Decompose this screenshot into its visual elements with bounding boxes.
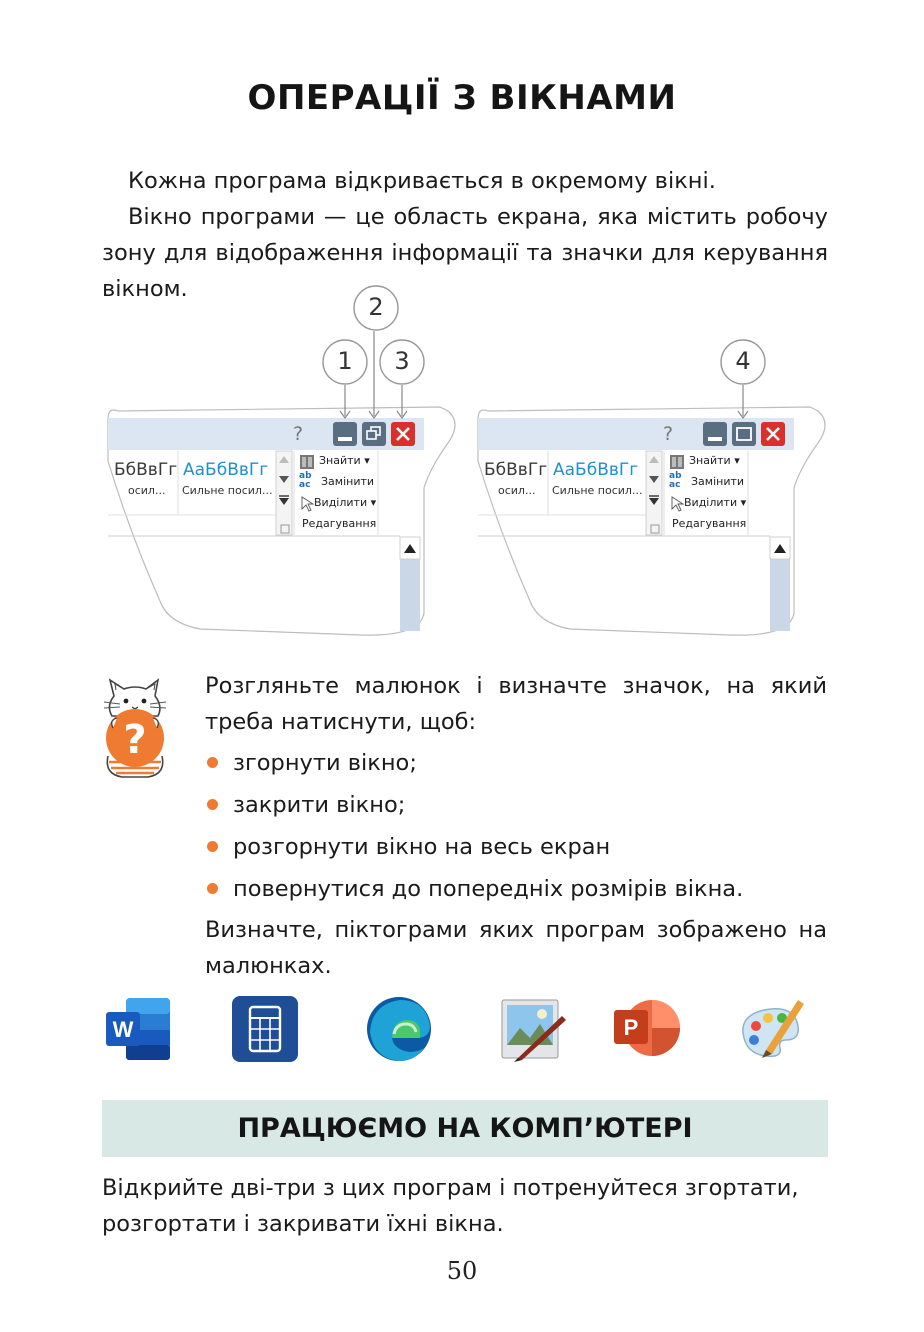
intro-paragraph: Кожна програма відкривається в окремому вікні. bbox=[128, 168, 716, 194]
svg-text:P: P bbox=[623, 1015, 639, 1040]
section-title: ПРАЦЮЄМО НА КОМП’ЮТЕРІ bbox=[237, 1113, 693, 1144]
window-controls-illustration bbox=[0, 283, 924, 653]
normal-style-sample: БбВвГг bbox=[114, 460, 178, 480]
practice-paragraph: Відкрийте дві-три з цих програм і потренуйтеся згортати, розгортати і закривати їхні вікна. bbox=[102, 1175, 799, 1237]
svg-text:W: W bbox=[112, 1017, 134, 1042]
strong-style-sample: АаБбВвГг bbox=[553, 460, 639, 480]
help-icon: ? bbox=[293, 423, 304, 445]
help-icon: ? bbox=[663, 423, 674, 445]
normal-style-label: осил... bbox=[498, 484, 536, 497]
list-item: розгорнути вікно на весь екран bbox=[205, 829, 827, 871]
callout-4: 4 bbox=[735, 347, 751, 375]
normal-style-label: осил... bbox=[128, 484, 166, 497]
task-question: Визначте, піктограми яких програм зображено на малюнках. bbox=[205, 917, 827, 979]
image-viewer-icon bbox=[498, 994, 568, 1064]
callout-1: 1 bbox=[337, 347, 353, 375]
minimize-button-2 bbox=[703, 422, 727, 446]
editing-group-label: Редагування bbox=[302, 517, 377, 530]
find-menu: Знайти ▾ bbox=[689, 454, 740, 467]
bullet-icon bbox=[207, 883, 218, 894]
task-intro: Розгляньте малюнок і визначте значок, на який треба натиснути, щоб: bbox=[205, 673, 827, 735]
editing-group-label: Редагування bbox=[672, 517, 747, 530]
list-item: повернутися до попередніх розмірів вікна. bbox=[205, 871, 827, 913]
select-menu: Виділити ▾ bbox=[684, 496, 747, 509]
find-menu: Знайти ▾ bbox=[319, 454, 370, 467]
strong-style-label: Сильне посил... bbox=[552, 484, 643, 497]
maximize-button bbox=[732, 422, 756, 446]
calculator-icon bbox=[230, 994, 300, 1064]
task-list bbox=[205, 745, 827, 913]
list-item: згорнути вікно; bbox=[205, 745, 827, 787]
replace-icon: ab ac bbox=[299, 471, 312, 490]
replace-menu: Замінити bbox=[691, 475, 745, 488]
page-number: 50 bbox=[446, 1257, 478, 1285]
bullet-icon bbox=[207, 757, 218, 768]
svg-text:?: ? bbox=[123, 717, 147, 763]
paint-icon bbox=[736, 994, 806, 1064]
select-menu: Виділити ▾ bbox=[314, 496, 377, 509]
edge-icon bbox=[364, 994, 434, 1064]
bullet-icon bbox=[207, 841, 218, 852]
strong-style-sample: АаБбВвГг bbox=[183, 460, 269, 480]
page-title: ОПЕРАЦІЇ З ВІКНАМИ bbox=[247, 78, 677, 118]
powerpoint-icon bbox=[610, 994, 680, 1064]
normal-style-sample: БбВвГг bbox=[484, 460, 548, 480]
strong-style-label: Сильне посил... bbox=[182, 484, 273, 497]
cat-question-icon bbox=[100, 676, 170, 780]
replace-menu: Замінити bbox=[321, 475, 375, 488]
definition-paragraph: Вікно програми — це область екрана, яка містить робочу зону для відображення інформації та значки для керування вікном. bbox=[102, 204, 828, 302]
callout-2: 2 bbox=[368, 293, 384, 321]
bullet-icon bbox=[207, 799, 218, 810]
minimize-button-1 bbox=[333, 422, 357, 446]
callout-3: 3 bbox=[394, 347, 410, 375]
replace-icon: ab ac bbox=[669, 471, 682, 490]
list-item: закрити вікно; bbox=[205, 787, 827, 829]
word-icon bbox=[104, 994, 174, 1064]
section-header bbox=[102, 1100, 828, 1157]
